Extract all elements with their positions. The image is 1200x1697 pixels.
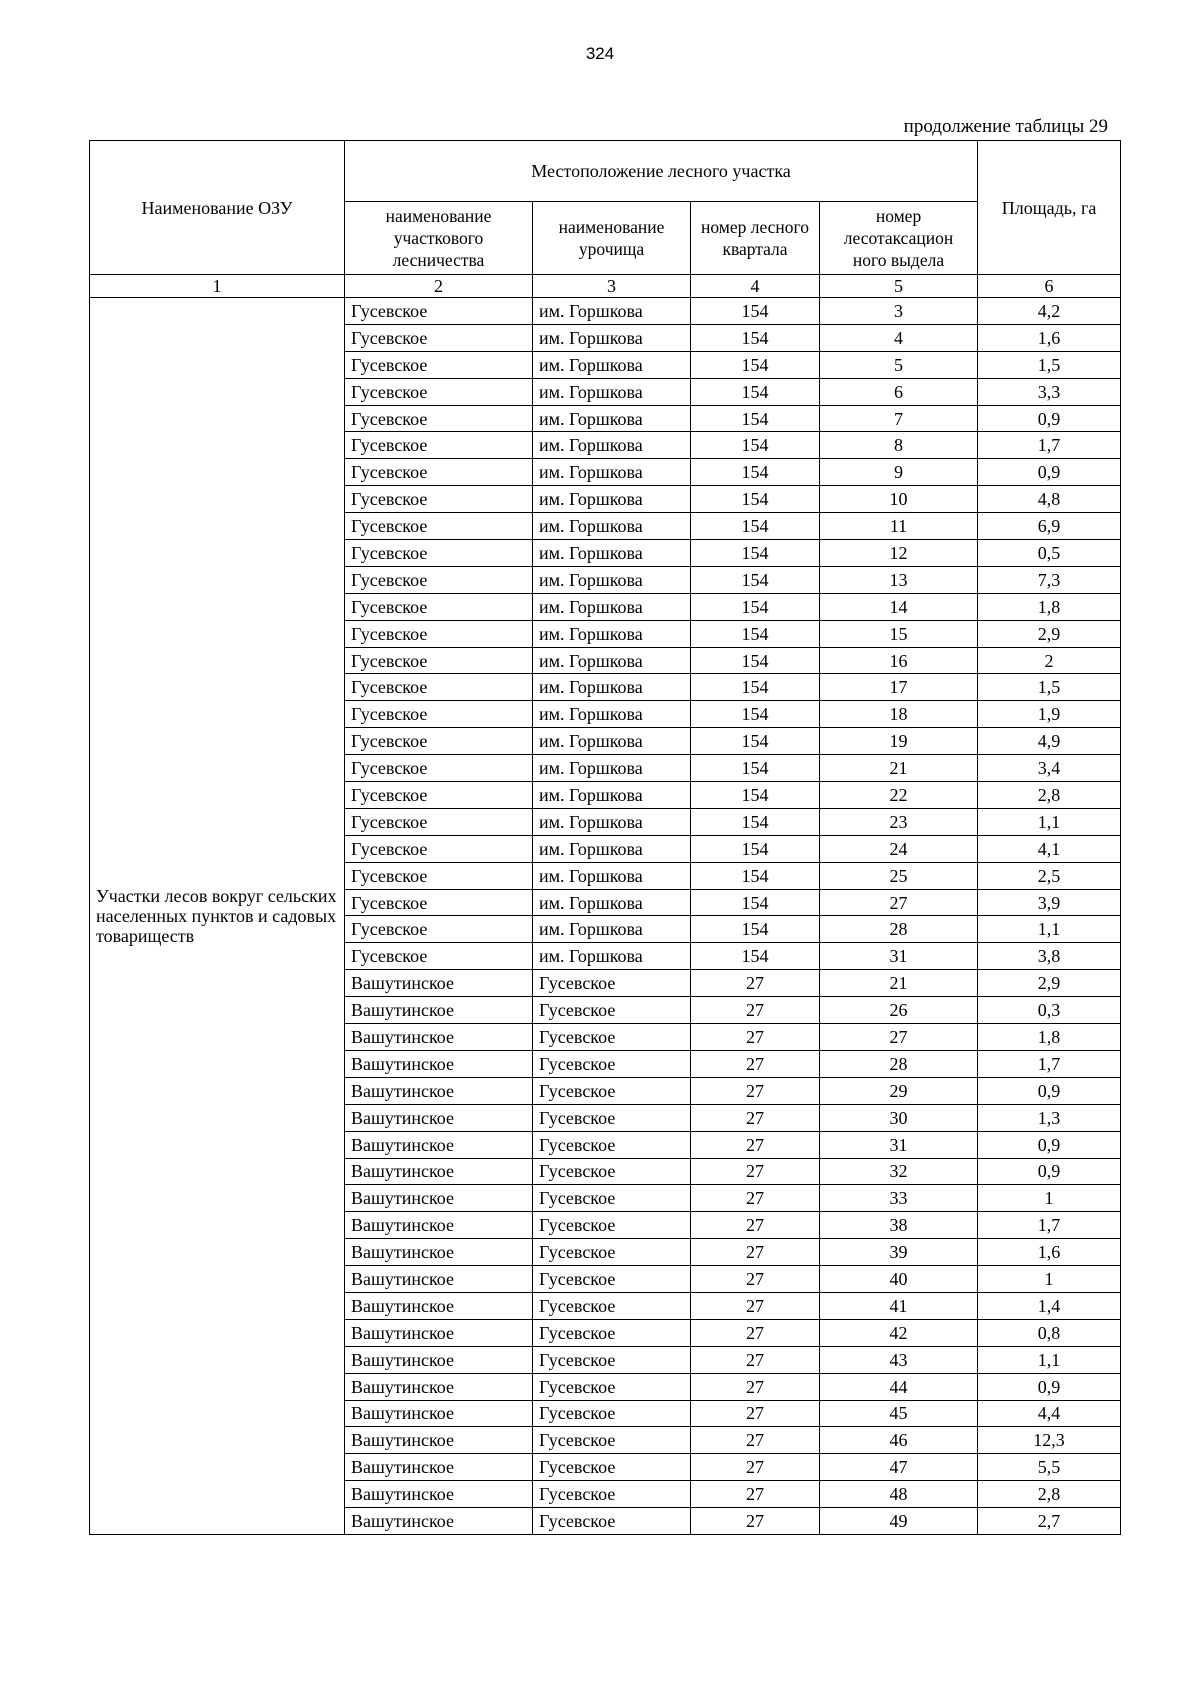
tract-cell: Гусевское	[533, 1292, 691, 1319]
lot-cell: 4	[820, 324, 978, 351]
column-number: 1	[90, 275, 345, 298]
tract-cell: Гусевское	[533, 1454, 691, 1481]
lot-cell: 48	[820, 1481, 978, 1508]
forestry-cell: Вашутинское	[345, 1400, 533, 1427]
quarter-cell: 154	[691, 755, 820, 782]
lot-cell: 40	[820, 1266, 978, 1293]
quarter-cell: 154	[691, 566, 820, 593]
forestry-cell: Вашутинское	[345, 1481, 533, 1508]
table-caption: продолжение таблицы 29	[903, 116, 1108, 137]
tract-cell: им. Горшкова	[533, 540, 691, 567]
lot-cell: 3	[820, 298, 978, 325]
quarter-cell: 154	[691, 782, 820, 809]
forestry-cell: Вашутинское	[345, 1212, 533, 1239]
forestry-cell: Вашутинское	[345, 1077, 533, 1104]
lot-cell: 44	[820, 1373, 978, 1400]
area-cell: 2	[978, 647, 1121, 674]
area-cell: 0,5	[978, 540, 1121, 567]
tract-cell: Гусевское	[533, 1508, 691, 1535]
quarter-cell: 27	[691, 1319, 820, 1346]
lot-cell: 13	[820, 566, 978, 593]
forestry-cell: Гусевское	[345, 862, 533, 889]
column-number: 4	[691, 275, 820, 298]
forestry-cell: Вашутинское	[345, 1266, 533, 1293]
area-cell: 2,8	[978, 782, 1121, 809]
column-number: 2	[345, 275, 533, 298]
forestry-cell: Гусевское	[345, 324, 533, 351]
quarter-cell: 154	[691, 298, 820, 325]
area-cell: 1,8	[978, 1024, 1121, 1051]
quarter-cell: 154	[691, 808, 820, 835]
area-cell: 4,8	[978, 486, 1121, 513]
lot-cell: 28	[820, 1050, 978, 1077]
tract-cell: Гусевское	[533, 970, 691, 997]
forestry-cell: Вашутинское	[345, 970, 533, 997]
tract-cell: им. Горшкова	[533, 405, 691, 432]
lot-cell: 47	[820, 1454, 978, 1481]
forestry-cell: Гусевское	[345, 647, 533, 674]
tract-cell: им. Горшкова	[533, 647, 691, 674]
forestry-cell: Гусевское	[345, 351, 533, 378]
forestry-cell: Гусевское	[345, 405, 533, 432]
quarter-cell: 154	[691, 593, 820, 620]
tract-cell: Гусевское	[533, 1481, 691, 1508]
area-cell: 3,4	[978, 755, 1121, 782]
area-cell: 1,5	[978, 674, 1121, 701]
area-cell: 7,3	[978, 566, 1121, 593]
forestry-cell: Вашутинское	[345, 1373, 533, 1400]
area-cell: 0,9	[978, 1131, 1121, 1158]
lot-cell: 38	[820, 1212, 978, 1239]
tract-cell: Гусевское	[533, 1158, 691, 1185]
lot-cell: 8	[820, 432, 978, 459]
header-location-group: Местоположение лесного участка	[345, 141, 978, 202]
area-cell: 1,8	[978, 593, 1121, 620]
forestry-cell: Гусевское	[345, 916, 533, 943]
tract-cell: Гусевское	[533, 1050, 691, 1077]
lot-cell: 24	[820, 835, 978, 862]
lot-cell: 12	[820, 540, 978, 567]
area-cell: 1,5	[978, 351, 1121, 378]
forestry-cell: Гусевское	[345, 593, 533, 620]
quarter-cell: 154	[691, 513, 820, 540]
area-cell: 0,9	[978, 1158, 1121, 1185]
lot-cell: 42	[820, 1319, 978, 1346]
area-cell: 3,9	[978, 889, 1121, 916]
forestry-cell: Гусевское	[345, 943, 533, 970]
lot-cell: 7	[820, 405, 978, 432]
tract-cell: им. Горшкова	[533, 701, 691, 728]
column-number: 5	[820, 275, 978, 298]
area-cell: 1,1	[978, 808, 1121, 835]
quarter-cell: 154	[691, 674, 820, 701]
ozu-name-cell: Участки лесов вокруг сельских населенных пунктов и садовых товариществ	[90, 298, 345, 1535]
lot-cell: 41	[820, 1292, 978, 1319]
lot-cell: 26	[820, 997, 978, 1024]
lot-cell: 16	[820, 647, 978, 674]
header-quarter: номер лесного квартала	[691, 202, 820, 275]
tract-cell: Гусевское	[533, 1185, 691, 1212]
area-cell: 5,5	[978, 1454, 1121, 1481]
area-cell: 2,8	[978, 1481, 1121, 1508]
tract-cell: Гусевское	[533, 1319, 691, 1346]
lot-cell: 21	[820, 970, 978, 997]
quarter-cell: 154	[691, 943, 820, 970]
lot-cell: 46	[820, 1427, 978, 1454]
quarter-cell: 154	[691, 378, 820, 405]
area-cell: 4,4	[978, 1400, 1121, 1427]
quarter-cell: 154	[691, 324, 820, 351]
quarter-cell: 27	[691, 1346, 820, 1373]
area-cell: 1,9	[978, 701, 1121, 728]
area-cell: 6,9	[978, 513, 1121, 540]
quarter-cell: 27	[691, 1292, 820, 1319]
lot-cell: 18	[820, 701, 978, 728]
forestry-cell: Вашутинское	[345, 1508, 533, 1535]
header-forestry: наименование участкового лесничества	[345, 202, 533, 275]
quarter-cell: 154	[691, 459, 820, 486]
tract-cell: им. Горшкова	[533, 459, 691, 486]
tract-cell: им. Горшкова	[533, 674, 691, 701]
quarter-cell: 154	[691, 432, 820, 459]
quarter-cell: 154	[691, 647, 820, 674]
tract-cell: Гусевское	[533, 1077, 691, 1104]
quarter-cell: 154	[691, 351, 820, 378]
tract-cell: им. Горшкова	[533, 432, 691, 459]
quarter-cell: 27	[691, 970, 820, 997]
lot-cell: 29	[820, 1077, 978, 1104]
quarter-cell: 154	[691, 620, 820, 647]
quarter-cell: 154	[691, 835, 820, 862]
area-cell: 1,6	[978, 324, 1121, 351]
tract-cell: Гусевское	[533, 1373, 691, 1400]
area-cell: 1,6	[978, 1239, 1121, 1266]
area-cell: 1,7	[978, 432, 1121, 459]
tract-cell: Гусевское	[533, 1266, 691, 1293]
table-header	[90, 141, 1121, 298]
forestry-cell: Гусевское	[345, 298, 533, 325]
forestry-cell: Гусевское	[345, 486, 533, 513]
quarter-cell: 27	[691, 1158, 820, 1185]
tract-cell: им. Горшкова	[533, 728, 691, 755]
forestry-cell: Гусевское	[345, 701, 533, 728]
quarter-cell: 154	[691, 728, 820, 755]
quarter-cell: 27	[691, 1373, 820, 1400]
tract-cell: Гусевское	[533, 1400, 691, 1427]
tract-cell: им. Горшкова	[533, 943, 691, 970]
quarter-cell: 27	[691, 1508, 820, 1535]
area-cell: 1,7	[978, 1212, 1121, 1239]
lot-cell: 10	[820, 486, 978, 513]
forestry-cell: Вашутинское	[345, 1319, 533, 1346]
area-cell: 4,9	[978, 728, 1121, 755]
forestry-cell: Гусевское	[345, 674, 533, 701]
lot-cell: 5	[820, 351, 978, 378]
tract-cell: им. Горшкова	[533, 378, 691, 405]
forestry-cell: Вашутинское	[345, 1131, 533, 1158]
quarter-cell: 154	[691, 889, 820, 916]
area-cell: 1,7	[978, 1050, 1121, 1077]
quarter-cell: 154	[691, 916, 820, 943]
forestry-cell: Вашутинское	[345, 1239, 533, 1266]
forestry-cell: Вашутинское	[345, 1050, 533, 1077]
area-cell: 2,9	[978, 970, 1121, 997]
quarter-cell: 27	[691, 1077, 820, 1104]
lot-cell: 30	[820, 1104, 978, 1131]
area-cell: 2,5	[978, 862, 1121, 889]
area-cell: 3,3	[978, 378, 1121, 405]
forestry-cell: Вашутинское	[345, 1158, 533, 1185]
forestry-cell: Гусевское	[345, 378, 533, 405]
quarter-cell: 154	[691, 486, 820, 513]
page-number: 324	[585, 44, 615, 63]
area-cell: 1	[978, 1185, 1121, 1212]
forestry-cell: Гусевское	[345, 432, 533, 459]
area-cell: 0,9	[978, 1077, 1121, 1104]
tract-cell: Гусевское	[533, 1131, 691, 1158]
area-cell: 2,7	[978, 1508, 1121, 1535]
tract-cell: Гусевское	[533, 1104, 691, 1131]
tract-cell: Гусевское	[533, 1239, 691, 1266]
forestry-cell: Вашутинское	[345, 1454, 533, 1481]
forestry-cell: Гусевское	[345, 835, 533, 862]
tract-cell: им. Горшкова	[533, 351, 691, 378]
header-lot: номер лесотаксацион ного выдела	[820, 202, 978, 275]
quarter-cell: 27	[691, 1239, 820, 1266]
tract-cell: им. Горшкова	[533, 620, 691, 647]
lot-cell: 19	[820, 728, 978, 755]
lot-cell: 23	[820, 808, 978, 835]
quarter-cell: 27	[691, 1266, 820, 1293]
tract-cell: им. Горшкова	[533, 324, 691, 351]
area-cell: 1	[978, 1266, 1121, 1293]
quarter-cell: 154	[691, 701, 820, 728]
forestry-cell: Гусевское	[345, 755, 533, 782]
lot-cell: 22	[820, 782, 978, 809]
header-tract: наименование урочища	[533, 202, 691, 275]
lot-cell: 39	[820, 1239, 978, 1266]
tract-cell: им. Горшкова	[533, 298, 691, 325]
quarter-cell: 27	[691, 1104, 820, 1131]
area-cell: 3,8	[978, 943, 1121, 970]
quarter-cell: 27	[691, 1400, 820, 1427]
table-body	[90, 298, 1121, 1535]
forestry-cell: Гусевское	[345, 808, 533, 835]
forestry-cell: Вашутинское	[345, 1292, 533, 1319]
quarter-cell: 154	[691, 405, 820, 432]
header-ozu-name: Наименование ОЗУ	[90, 141, 345, 275]
tract-cell: им. Горшкова	[533, 916, 691, 943]
quarter-cell: 27	[691, 1427, 820, 1454]
area-cell: 0,3	[978, 997, 1121, 1024]
forestry-cell: Гусевское	[345, 728, 533, 755]
tract-cell: Гусевское	[533, 1212, 691, 1239]
area-cell: 4,1	[978, 835, 1121, 862]
lot-cell: 27	[820, 1024, 978, 1051]
tract-cell: Гусевское	[533, 1024, 691, 1051]
forestry-cell: Гусевское	[345, 459, 533, 486]
area-cell: 0,9	[978, 405, 1121, 432]
tract-cell: им. Горшкова	[533, 862, 691, 889]
forestry-cell: Вашутинское	[345, 1024, 533, 1051]
quarter-cell: 27	[691, 1212, 820, 1239]
tract-cell: им. Горшкова	[533, 566, 691, 593]
forest-plots-table	[89, 140, 1121, 1535]
tract-cell: им. Горшкова	[533, 755, 691, 782]
header-row-top	[90, 141, 1121, 202]
area-cell: 1,1	[978, 1346, 1121, 1373]
quarter-cell: 154	[691, 540, 820, 567]
lot-cell: 9	[820, 459, 978, 486]
area-cell: 1,4	[978, 1292, 1121, 1319]
forestry-cell: Вашутинское	[345, 1185, 533, 1212]
tract-cell: им. Горшкова	[533, 835, 691, 862]
column-number: 3	[533, 275, 691, 298]
tract-cell: им. Горшкова	[533, 593, 691, 620]
tract-cell: Гусевское	[533, 1427, 691, 1454]
forestry-cell: Вашутинское	[345, 1427, 533, 1454]
lot-cell: 27	[820, 889, 978, 916]
area-cell: 1,1	[978, 916, 1121, 943]
area-cell: 4,2	[978, 298, 1121, 325]
quarter-cell: 27	[691, 1481, 820, 1508]
header-area: Площадь, га	[978, 141, 1121, 275]
forestry-cell: Вашутинское	[345, 1104, 533, 1131]
area-cell: 0,9	[978, 1373, 1121, 1400]
quarter-cell: 27	[691, 1454, 820, 1481]
lot-cell: 25	[820, 862, 978, 889]
lot-cell: 17	[820, 674, 978, 701]
forestry-cell: Гусевское	[345, 566, 533, 593]
quarter-cell: 27	[691, 1024, 820, 1051]
area-cell: 0,9	[978, 459, 1121, 486]
tract-cell: им. Горшкова	[533, 782, 691, 809]
lot-cell: 14	[820, 593, 978, 620]
lot-cell: 31	[820, 1131, 978, 1158]
tract-cell: им. Горшкова	[533, 808, 691, 835]
lot-cell: 43	[820, 1346, 978, 1373]
lot-cell: 6	[820, 378, 978, 405]
column-number: 6	[978, 275, 1121, 298]
quarter-cell: 27	[691, 997, 820, 1024]
forestry-cell: Гусевское	[345, 782, 533, 809]
forestry-cell: Гусевское	[345, 513, 533, 540]
quarter-cell: 27	[691, 1185, 820, 1212]
quarter-cell: 154	[691, 862, 820, 889]
lot-cell: 11	[820, 513, 978, 540]
forestry-cell: Гусевское	[345, 620, 533, 647]
area-cell: 0,8	[978, 1319, 1121, 1346]
tract-cell: Гусевское	[533, 997, 691, 1024]
quarter-cell: 27	[691, 1131, 820, 1158]
tract-cell: им. Горшкова	[533, 513, 691, 540]
lot-cell: 32	[820, 1158, 978, 1185]
lot-cell: 31	[820, 943, 978, 970]
forestry-cell: Вашутинское	[345, 1346, 533, 1373]
lot-cell: 21	[820, 755, 978, 782]
lot-cell: 45	[820, 1400, 978, 1427]
tract-cell: им. Горшкова	[533, 486, 691, 513]
tract-cell: им. Горшкова	[533, 889, 691, 916]
tract-cell: Гусевское	[533, 1346, 691, 1373]
lot-cell: 33	[820, 1185, 978, 1212]
forestry-cell: Вашутинское	[345, 997, 533, 1024]
forestry-cell: Гусевское	[345, 540, 533, 567]
forestry-cell: Гусевское	[345, 889, 533, 916]
table-row	[90, 298, 1121, 325]
lot-cell: 28	[820, 916, 978, 943]
area-cell: 2,9	[978, 620, 1121, 647]
lot-cell: 49	[820, 1508, 978, 1535]
column-number-row	[90, 275, 1121, 298]
area-cell: 1,3	[978, 1104, 1121, 1131]
area-cell: 12,3	[978, 1427, 1121, 1454]
quarter-cell: 27	[691, 1050, 820, 1077]
lot-cell: 15	[820, 620, 978, 647]
